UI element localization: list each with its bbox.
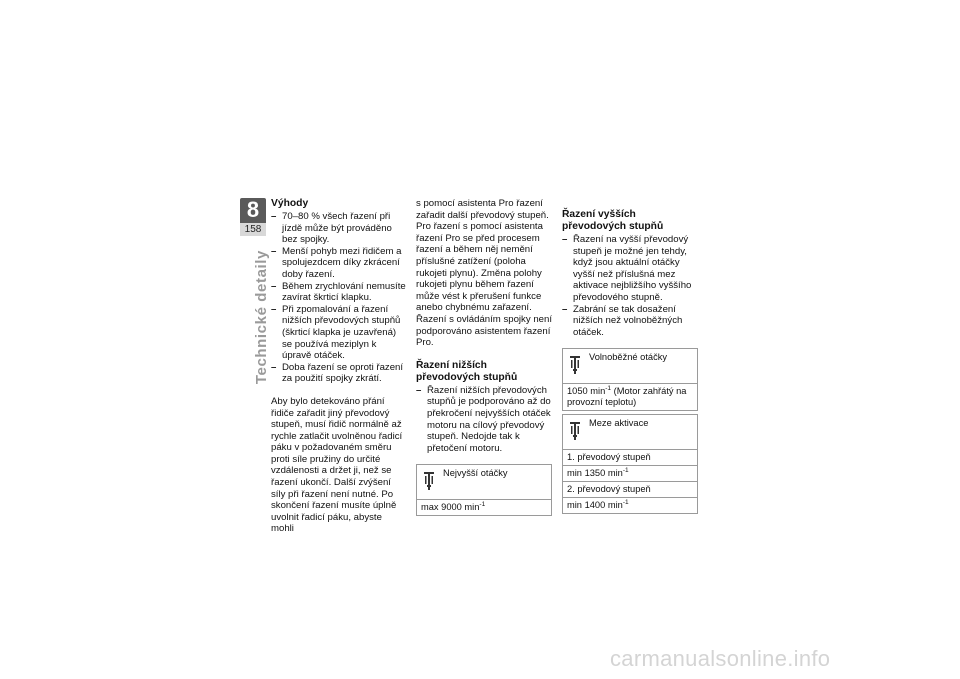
list-item: – Řazení na vyšší převodový stupeň je možné jen tehdy, když jsou aktuální otáčky vyšší než příslušná mez aktivace nejbližšího vyššího převodového stupně. <box>562 234 698 304</box>
table-header-label: Nejvyšší otáčky <box>443 468 508 479</box>
unit-exponent: -1 <box>479 501 486 509</box>
column-2 <box>416 198 552 516</box>
list-item: – 70–80 % všech řazení při jízdě může být prováděno bez spojky. <box>271 211 407 246</box>
unit-exponent: -1 <box>605 385 612 393</box>
shift-assistant-paragraph: s pomocí asistenta Pro řazení zařadit další převodový stupeň. Pro řazení s pomocí asistenta řazení Pro se před procesem řazení a během něj nemění příslušné zatížení (poloha rukojeti plynu). Změna polohy rukojeti plynu během řazení může vést k přerušení funkce anebo chybnému zařazení. Řazení s ovládáním spojky není podporováno asistentem řazení Pro. <box>416 198 552 349</box>
advantages-list <box>271 211 407 385</box>
list-item: – Zabrání se tak dosažení nižších než volnoběžných otáček. <box>562 304 698 339</box>
list-item: – Při zpomalování a řazení nižších převodových stupňů (škrticí klapka je uzavřená) se používá meziplyn k úpravě otáček. <box>271 304 407 362</box>
table-value-cell <box>563 384 698 411</box>
downshift-list <box>416 385 552 455</box>
table-row <box>563 498 698 514</box>
table-header-cell <box>417 465 552 500</box>
engine-speed-icon <box>569 355 581 375</box>
list-item: – Menší pohyb mezi řidičem a spolujezdcem díky zkrácení doby řazení. <box>271 246 407 281</box>
list-item: – Během zrychlování nemusíte zavírat škrticí klapku. <box>271 281 407 304</box>
heading-downshifting: Řazení nižších převodových stupňů <box>416 359 518 383</box>
unit-exponent: -1 <box>622 467 629 475</box>
heading-upshifting: Řazení vyšších převodových stupňů <box>562 209 664 232</box>
unit-exponent: -1 <box>622 499 629 507</box>
table-row: 2. převodový stupeň <box>563 482 698 498</box>
gear-1-min-rpm: min 1350 min <box>567 468 623 479</box>
table-header-cell <box>563 349 698 384</box>
table-row: 1. převodový stupeň <box>563 450 698 466</box>
table-header-label: Meze aktivace <box>589 418 649 429</box>
table-value-cell <box>417 500 552 516</box>
column-1 <box>271 198 407 535</box>
list-item: – Doba řazení se oproti řazení za použití spojky zkrátí. <box>271 362 407 385</box>
idle-rpm-value: 1050 min <box>567 386 606 397</box>
heading-advantages: Výhody <box>271 198 309 209</box>
activation-limits-table <box>562 414 698 514</box>
engine-speed-icon <box>423 471 435 491</box>
chapter-badge <box>240 198 266 236</box>
table-row <box>563 466 698 482</box>
column-3 <box>562 198 698 514</box>
engine-speed-icon <box>569 421 581 441</box>
table-header-label: Volnoběžné otáčky <box>589 352 668 363</box>
idle-rpm-table <box>562 348 698 411</box>
list-item: – Řazení nižších převodových stupňů je podporováno až do překročení nejvyšších otáček motoru na cílový převodový stupeň. Nedojde tak k přetočení motoru. <box>416 385 552 455</box>
gear-2-min-rpm: min 1400 min <box>567 500 623 511</box>
shift-detection-paragraph: Aby bylo detekováno přání řidiče zařadit jiný převodový stupeň, musí řidič normálně až rychle zatlačit uvolněnou řadicí páku v požadovaném směru proti síle pružiny do určité vzdálenosti a držet ji, než se řazení ukončí. Další zvýšení síly při řazení není nutné. Po skončení řazení musíte úplně uvolnit řadicí páku, abyste mohli <box>271 395 403 535</box>
table-header-cell <box>563 415 698 450</box>
section-title-vertical: Technické detaily <box>253 250 270 385</box>
watermark: carmanualsonline.info <box>610 646 831 671</box>
idle-rpm-note: (Motor zahřátý na provozní teplotu) <box>567 386 687 408</box>
page-number: 158 <box>240 223 266 236</box>
max-rpm-table <box>416 464 552 516</box>
chapter-number: 8 <box>246 197 260 222</box>
max-rpm-value: max 9000 min <box>421 502 480 513</box>
upshift-list <box>562 234 698 338</box>
